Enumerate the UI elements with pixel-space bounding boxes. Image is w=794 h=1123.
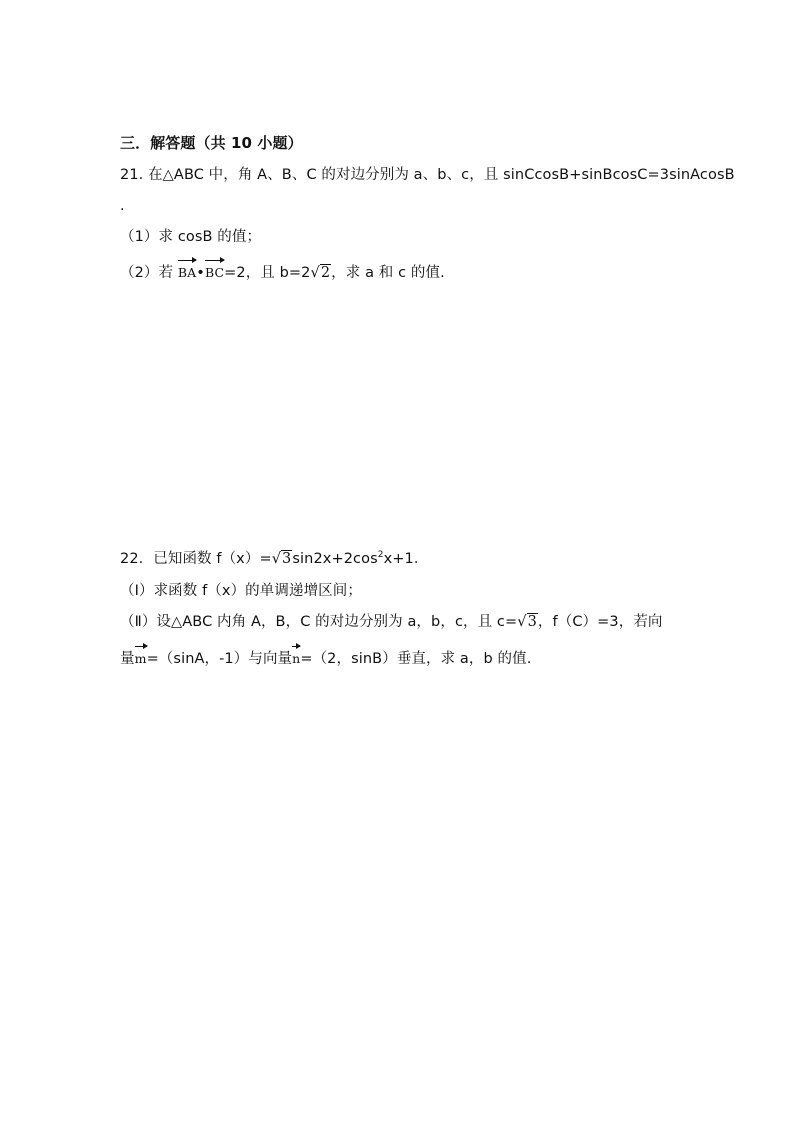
q22-stem bbox=[120, 549, 428, 569]
sqrt-2: √2 bbox=[310, 265, 331, 281]
q22-stem-mid: sin2x+2cos bbox=[292, 551, 378, 567]
q21-stem-tail: . bbox=[120, 198, 125, 214]
sqrt-3-c: √3 bbox=[517, 614, 537, 630]
sqrt-3: √3 bbox=[271, 551, 292, 567]
q22-stem-prefix: 22．已知函数 f（x）= bbox=[120, 551, 272, 567]
q22-part2-line2 bbox=[120, 649, 531, 669]
q21-part2-prefix: （2）若 bbox=[120, 265, 174, 281]
q21-part2 bbox=[120, 263, 445, 283]
q22-part1: （Ⅰ）求函数 f（x）的单调递增区间； bbox=[120, 583, 362, 599]
q22-part2-l2-a: 量 bbox=[120, 651, 135, 667]
vector-m: m bbox=[135, 649, 147, 669]
dot-operator: • bbox=[196, 265, 205, 281]
vector-arrow-icon bbox=[135, 646, 147, 653]
q22-part2-l2-b: =（sinA，-1）与向量 bbox=[146, 651, 293, 667]
q22-part2-l1-suffix: ，f（C）=3，若向 bbox=[537, 614, 663, 630]
superscript-2: 2 bbox=[377, 550, 384, 560]
q21-part2-mid: =2，且 b=2 bbox=[224, 265, 311, 281]
q21-stem: 21. 在△ABC 中，角 A、B、C 的对边分别为 a、b、c，且 sinCcosB+sinBcosC=3sinAcosB bbox=[120, 167, 735, 183]
q21-part2-suffix: ，求 a 和 c 的值. bbox=[331, 265, 445, 281]
vector-n: n bbox=[292, 649, 300, 669]
vector-ba: BA bbox=[178, 263, 196, 283]
q22-part2-line1 bbox=[120, 612, 663, 632]
vector-arrow-icon bbox=[205, 260, 224, 267]
q22-part2-l2-c: =（2，sinB）垂直，求 a，b 的值. bbox=[300, 651, 532, 667]
vector-bc: BC bbox=[205, 263, 224, 283]
section-title: 三．解答题（共 10 小题） bbox=[120, 134, 303, 152]
vector-arrow-icon bbox=[292, 646, 300, 653]
q22-stem-suffix: x+1． bbox=[383, 551, 429, 567]
q21-part1: （1）求 cosB 的值； bbox=[120, 229, 262, 245]
q22-part2-l1-prefix: （Ⅱ）设△ABC 内角 A，B，C 的对边分别为 a，b，c，且 c= bbox=[120, 614, 518, 630]
vector-arrow-icon bbox=[178, 260, 196, 267]
